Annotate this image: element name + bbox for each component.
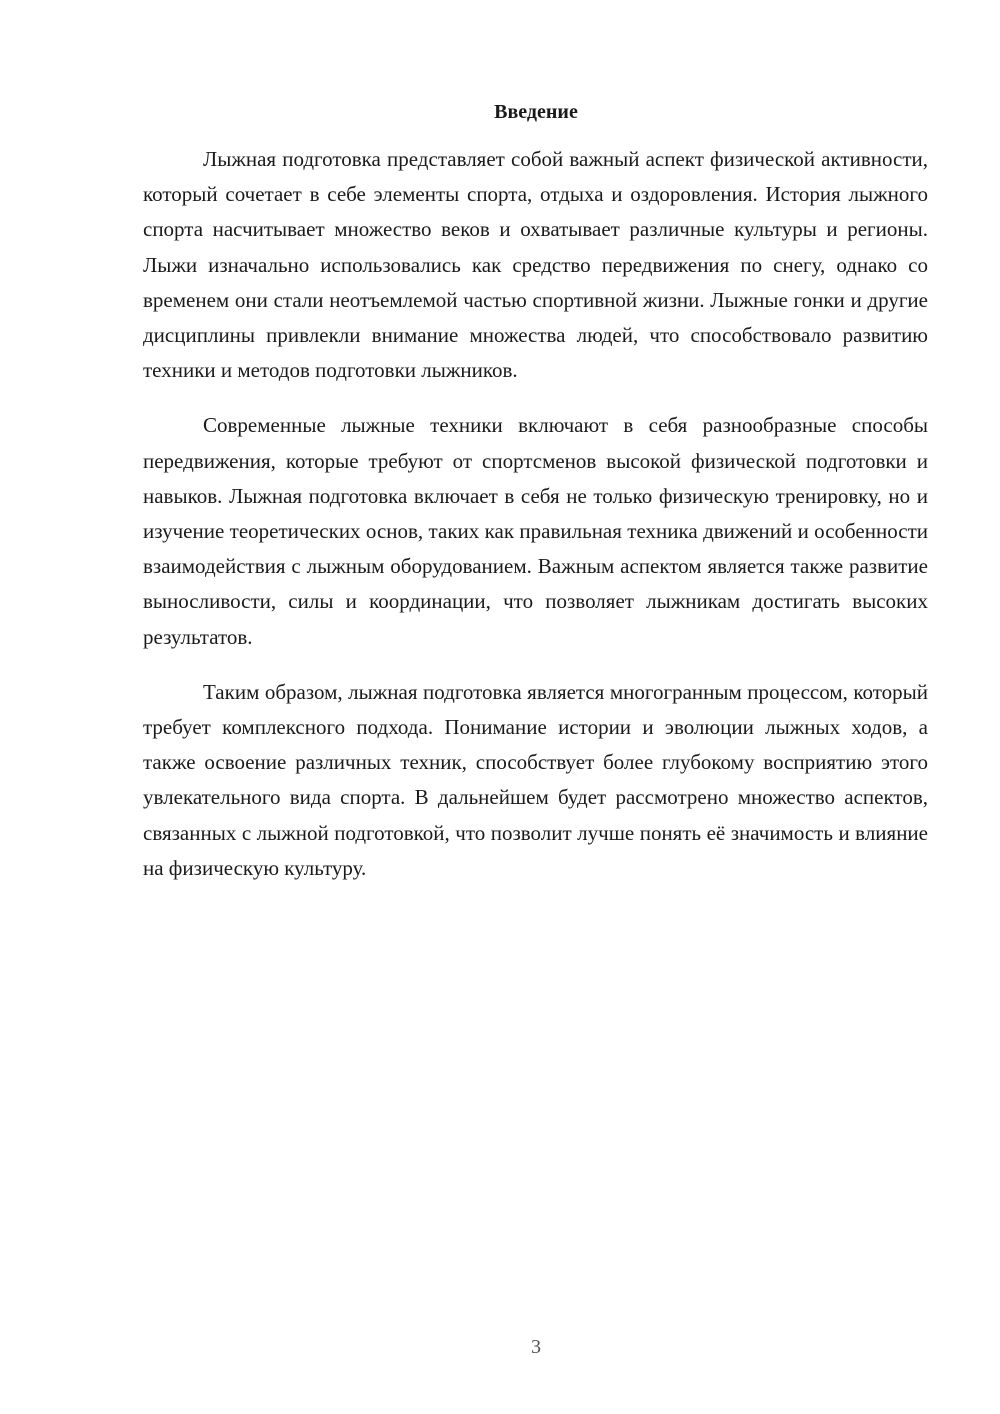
body-text <box>143 142 928 906</box>
paragraph: Современные лыжные техники включают в себя разнообразные способы передвижения, которые требуют от спортсменов высокой физической подготовки и навыков. Лыжная подготовка включает в себя не только физическую тренировку, но и изучение теоретических основ, таких как правильная техника движений и особенности взаимодействия с лыжным оборудованием. Важным аспектом является также развитие выносливости, силы и координации, что позволяет лыжникам достигать высоких результатов. <box>143 413 928 649</box>
paragraph: Таким образом, лыжная подготовка является многогранным процессом, который требует комплексного подхода. Понимание истории и эволюции лыжных ходов, а также освоение различных техник, способствует более глубокому восприятию этого увлекательного вида спорта. В дальнейшем будет рассмотрено множество аспектов, связанных с лыжной подготовкой, что позволит лучше понять её значимость и влияние на физическую культуру. <box>143 679 928 880</box>
paragraph: Лыжная подготовка представляет собой важный аспект физической активности, который сочетает в себе элементы спорта, отдыха и оздоровления. История лыжного спорта насчитывает множество веков и охватывает различные культуры и регионы. Лыжи изначально использовались как средство передвижения по снегу, однако со временем они стали неотъемлемой частью спортивной жизни. Лыжные гонки и другие дисциплины привлекли внимание множества людей, что способствовало развитию техники и методов подготовки лыжников. <box>143 147 928 383</box>
section-heading: Введение <box>494 101 578 123</box>
page-number: 3 <box>531 1336 541 1358</box>
